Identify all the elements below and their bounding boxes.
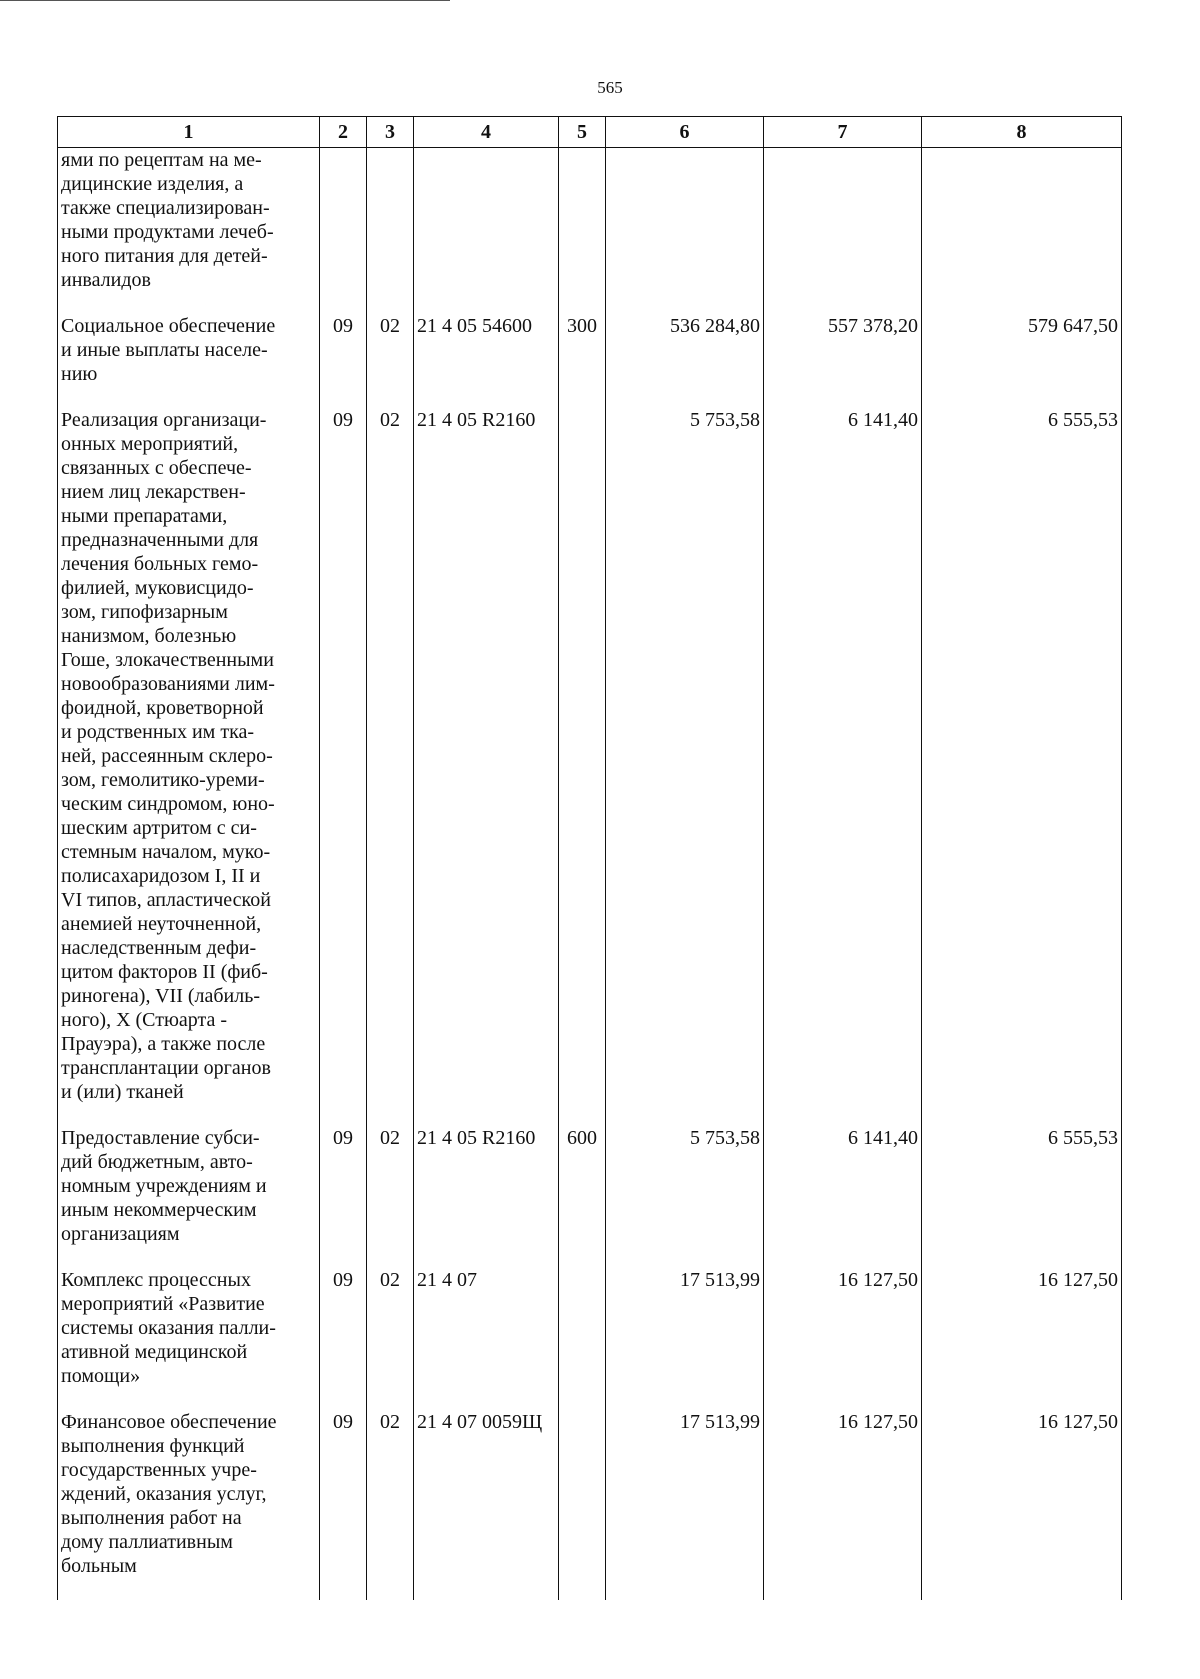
row-name: Реализация организаци- онных мероприятий, связанных с обеспече- нием лиц лекарствен- ными препаратами, предназначенными для лечения больных гемо- филией, муковисцидо- зом, гипофизарным нанизмом, болезнью Гоше, злокачественными новообразованиями лим- фоидной, кроветворной и родственных им тка- ней, рассеянным склеро- зом, гемолитико-уреми- ческим синдромом, юно- шеским артритом с си- стемным началом, муко- полисахаридозом I, II и VI типов, апластической анемией неуточненной, наследственным дефи- цитом факторов II (фиб- риногена), VII (лабиль- ного), X (Стюарта - Прауэра), а также после трансплантации органов и (или) тканей bbox=[58, 408, 320, 1126]
table-row bbox=[58, 1126, 1122, 1268]
page-number: 565 bbox=[597, 78, 623, 97]
row-section: 09 bbox=[320, 314, 367, 408]
header-col-1: 1 bbox=[58, 117, 320, 148]
row-subsection: 02 bbox=[367, 1268, 414, 1410]
row-target-code: 21 4 07 0059Щ bbox=[414, 1410, 559, 1600]
table-row bbox=[58, 314, 1122, 408]
row-amount-col8: 6 555,53 bbox=[922, 1126, 1122, 1268]
row-section: 09 bbox=[320, 1126, 367, 1268]
row-expense-type bbox=[559, 408, 606, 1126]
row-amount-col6: 536 284,80 bbox=[606, 314, 764, 408]
table-row bbox=[58, 1268, 1122, 1410]
header-col-3: 3 bbox=[367, 117, 414, 148]
row-amount-col8 bbox=[922, 148, 1122, 315]
row-subsection: 02 bbox=[367, 1126, 414, 1268]
row-amount-col8: 16 127,50 bbox=[922, 1268, 1122, 1410]
row-section bbox=[320, 148, 367, 315]
row-expense-type bbox=[559, 148, 606, 315]
budget-table bbox=[57, 116, 1122, 1600]
row-subsection: 02 bbox=[367, 1410, 414, 1600]
table-row bbox=[58, 408, 1122, 1126]
row-amount-col6: 17 513,99 bbox=[606, 1268, 764, 1410]
header-col-7: 7 bbox=[764, 117, 922, 148]
row-amount-col8: 6 555,53 bbox=[922, 408, 1122, 1126]
row-name: Предоставление субси- дий бюджетным, авто- номным учреждениям и иным некоммерческим организациям bbox=[58, 1126, 320, 1268]
table-header-row bbox=[58, 117, 1122, 148]
row-subsection: 02 bbox=[367, 314, 414, 408]
row-expense-type bbox=[559, 1410, 606, 1600]
row-name: ями по рецептам на ме- дицинские изделия, а также специализирован- ными продуктами лечеб- ного питания для детей- инвалидов bbox=[58, 148, 320, 315]
row-expense-type bbox=[559, 1268, 606, 1410]
header-col-2: 2 bbox=[320, 117, 367, 148]
scan-edge-rule bbox=[0, 0, 450, 1]
row-target-code: 21 4 05 R2160 bbox=[414, 1126, 559, 1268]
row-amount-col6 bbox=[606, 148, 764, 315]
row-target-code: 21 4 05 R2160 bbox=[414, 408, 559, 1126]
row-amount-col6: 5 753,58 bbox=[606, 408, 764, 1126]
header-col-6: 6 bbox=[606, 117, 764, 148]
row-subsection bbox=[367, 148, 414, 315]
row-section: 09 bbox=[320, 408, 367, 1126]
row-amount-col6: 5 753,58 bbox=[606, 1126, 764, 1268]
row-amount-col7: 557 378,20 bbox=[764, 314, 922, 408]
row-amount-col7: 6 141,40 bbox=[764, 1126, 922, 1268]
row-target-code: 21 4 05 54600 bbox=[414, 314, 559, 408]
row-name: Социальное обеспечение и иные выплаты населе- нию bbox=[58, 314, 320, 408]
row-target-code: 21 4 07 bbox=[414, 1268, 559, 1410]
row-amount-col7: 6 141,40 bbox=[764, 408, 922, 1126]
row-amount-col7: 16 127,50 bbox=[764, 1268, 922, 1410]
table-row bbox=[58, 1410, 1122, 1600]
table-row bbox=[58, 148, 1122, 315]
table-body bbox=[58, 148, 1122, 1601]
row-amount-col8: 579 647,50 bbox=[922, 314, 1122, 408]
row-section: 09 bbox=[320, 1410, 367, 1600]
header-col-5: 5 bbox=[559, 117, 606, 148]
row-name: Финансовое обеспечение выполнения функций государственных учре- ждений, оказания услуг, выполнения работ на дому паллиативным больным bbox=[58, 1410, 320, 1600]
row-amount-col8: 16 127,50 bbox=[922, 1410, 1122, 1600]
row-section: 09 bbox=[320, 1268, 367, 1410]
row-subsection: 02 bbox=[367, 408, 414, 1126]
row-expense-type: 300 bbox=[559, 314, 606, 408]
row-target-code bbox=[414, 148, 559, 315]
row-amount-col7: 16 127,50 bbox=[764, 1410, 922, 1600]
header-col-8: 8 bbox=[922, 117, 1122, 148]
row-amount-col7 bbox=[764, 148, 922, 315]
header-col-4: 4 bbox=[414, 117, 559, 148]
row-amount-col6: 17 513,99 bbox=[606, 1410, 764, 1600]
row-expense-type: 600 bbox=[559, 1126, 606, 1268]
row-name: Комплекс процессных мероприятий «Развитие системы оказания палли- ативной медицинской помощи» bbox=[58, 1268, 320, 1410]
